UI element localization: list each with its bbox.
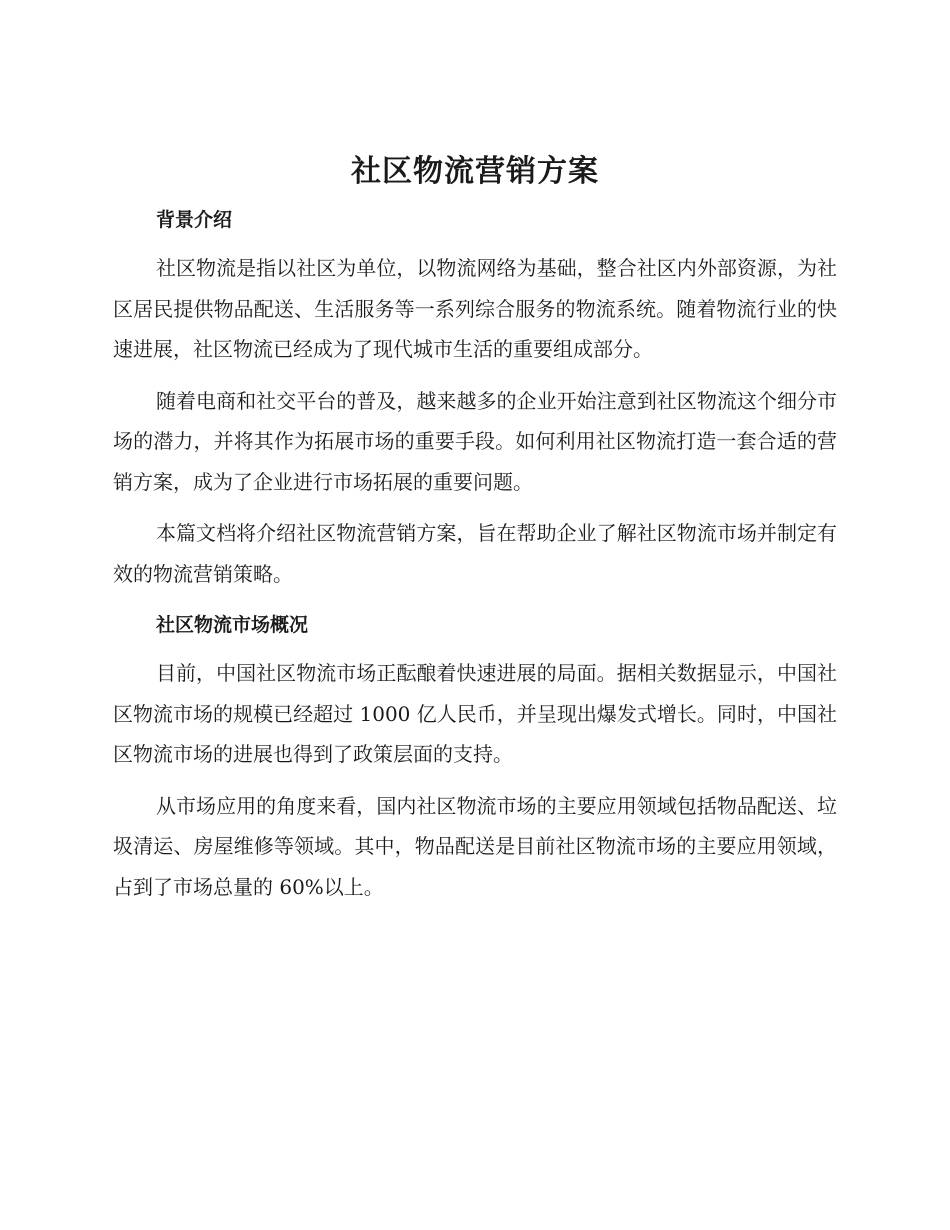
paragraph: 社区物流是指以社区为单位，以物流网络为基础，整合社区内外部资源，为社区居民提供物品配送、生活服务等一系列综合服务的物流系统。随着物流行业的快速进展，社区物流已经成为了现代城市生活的重要组成部分。: [113, 256, 837, 361]
document-title: 社区物流营销方案: [351, 154, 599, 189]
paragraph: 随着电商和社交平台的普及，越来越多的企业开始注意到社区物流这个细分市场的潜力，并将其作为拓展市场的重要手段。如何利用社区物流打造一套合适的营销方案，成为了企业进行市场拓展的重要问题。: [113, 388, 837, 494]
section-heading: 背景介绍: [156, 209, 233, 231]
document-body: [113, 200, 837, 918]
section-heading: 社区物流市场概况: [156, 614, 309, 636]
paragraph: 本篇文档将介绍社区物流营销方案，旨在帮助企业了解社区物流市场并制定有效的物流营销策略。: [113, 521, 837, 586]
paragraph: 从市场应用的角度来看，国内社区物流市场的主要应用领域包括物品配送、垃圾清运、房屋维修等领域。其中，物品配送是目前社区物流市场的主要应用领域，占到了市场总量的 60%以上。: [113, 793, 837, 899]
section-background: [113, 200, 837, 594]
paragraph: 目前，中国社区物流市场正酝酿着快速进展的局面。据相关数据显示，中国社区物流市场的规模已经超过 1000 亿人民币，并呈现出爆发式增长。同时，中国社区物流市场的进展也得到了政策层面的支持。: [113, 661, 837, 766]
section-market-overview: [113, 605, 837, 907]
